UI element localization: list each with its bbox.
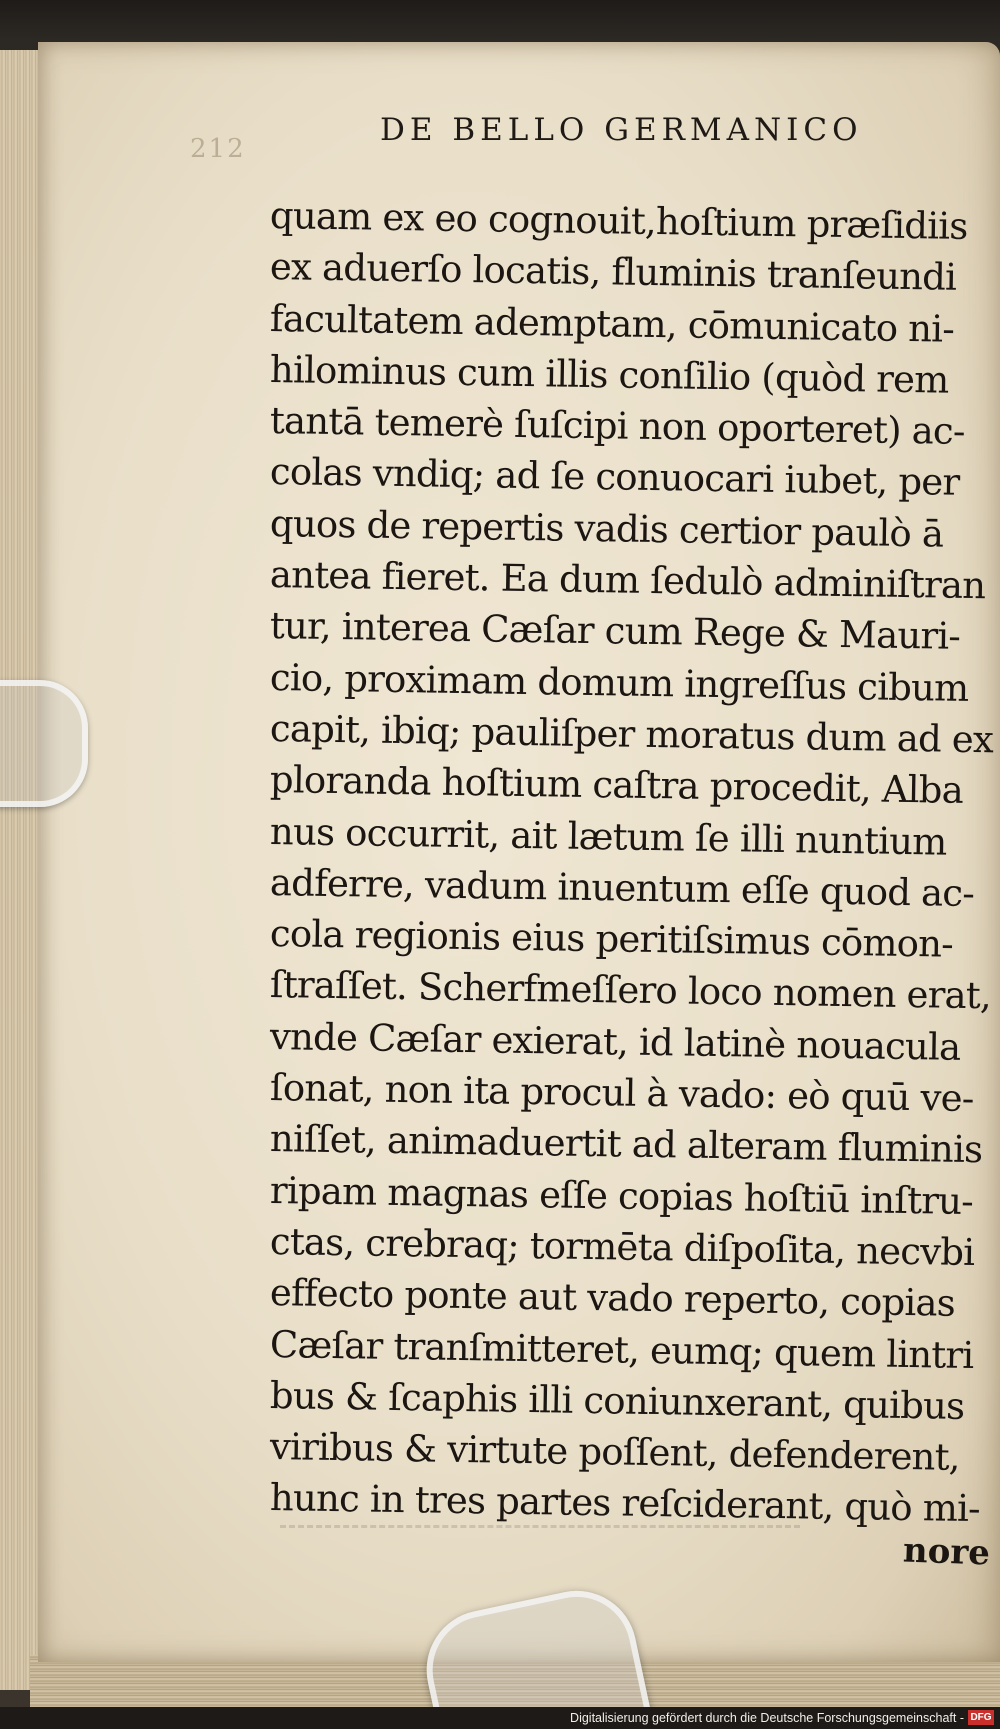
page-number: 212 bbox=[190, 134, 246, 164]
text-line: colas vndiq; ad ſe conuocari iubet, per bbox=[269, 450, 960, 505]
text-line: hilominus cum illis conſilio (quòd rem bbox=[269, 347, 949, 402]
text-line: niſſet, animaduertit ad alteram fluminis bbox=[269, 1117, 983, 1172]
text-line: viribus & virtute poſſent, defenderent, bbox=[269, 1425, 961, 1479]
text-line: ſtraſſet. Scherfmeſſero loco nomen erat, bbox=[269, 963, 992, 1018]
catchword: nore bbox=[902, 1530, 991, 1574]
text-line: ripam magnas eſſe copias hoſtiū inſtru- bbox=[269, 1168, 974, 1223]
text-block bbox=[269, 190, 994, 1531]
text-line: antea fieret. Ea dum ſedulò adminiſtran bbox=[269, 553, 986, 608]
text-line: ploranda hoſtium caſtra procedit, Alba bbox=[269, 758, 964, 813]
text-line: bus & ſcaphis illi coniunxerant, quibus bbox=[269, 1373, 965, 1428]
funding-credit: Digitalisierung gefördert durch die Deutsche Forschungsgemeinschaft - bbox=[570, 1711, 964, 1725]
text-line: nus occurrit, ait lætum ſe illi nuntium bbox=[269, 809, 947, 864]
text-line: ſonat, non ita procul à vado: eò quū ve- bbox=[269, 1066, 974, 1121]
text-line: tur, interea Cæſar cum Rege & Mauri- bbox=[269, 604, 961, 659]
text-line: ex aduerſo locatis, fluminis tranſeundi bbox=[269, 245, 957, 300]
text-line: quam ex eo cognouit,hoſtium præſidiis bbox=[269, 194, 968, 248]
text-line: hunc in tres partes reſciderant, quò mi- bbox=[269, 1476, 981, 1531]
text-line: facultatem ademptam, cōmunicato ni- bbox=[269, 296, 955, 351]
text-line: capit, ibiq; pauliſper moratus dum ad ex bbox=[269, 706, 994, 762]
show-through-ink bbox=[280, 1525, 800, 1538]
text-line: adferre, vadum inuentum eſſe quod ac- bbox=[269, 860, 975, 915]
text-line: quos de repertis vadis certior paulò ā bbox=[269, 501, 944, 556]
text-line: vnde Cæſar exierat, id latinè nouacula bbox=[269, 1014, 961, 1069]
page-clip bbox=[0, 680, 88, 807]
text-line: Cæſar tranſmitteret, eumq; quem lintri bbox=[269, 1322, 974, 1377]
dfg-logo: DFG bbox=[968, 1710, 994, 1725]
text-line: tantā temerè ſuſcipi non oporteret) ac- bbox=[269, 399, 965, 454]
text-line: cola regionis eius peritiſsimus cōmon- bbox=[269, 912, 954, 966]
text-line: effecto ponte aut vado reperto, copias bbox=[269, 1271, 956, 1325]
running-head: DE BELLO GERMANICO bbox=[380, 112, 863, 148]
text-line: ctas, crebraq; tormēta diſpoſita, necvbi bbox=[269, 1219, 975, 1274]
text-line: cio, proximam domum ingreſſus cibum bbox=[269, 655, 969, 710]
